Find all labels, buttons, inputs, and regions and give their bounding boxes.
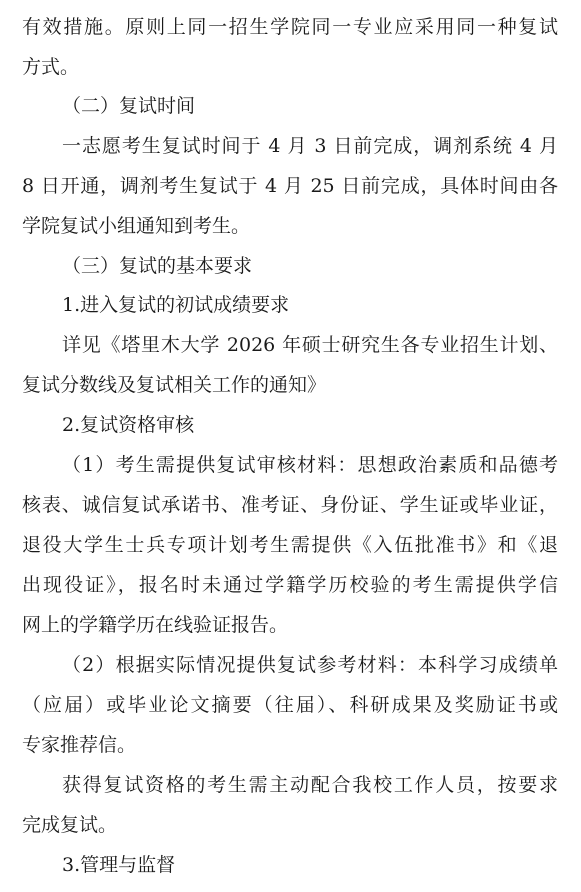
text-line: 核表、诚信复试承诺书、准考证、身份证、学生证或毕业证， [22, 494, 558, 516]
text-line: 有效措施。原则上同一招生学院同一专业应采用同一种复试 [22, 16, 558, 38]
subsection-heading: 1.进入复试的初试成绩要求 [62, 294, 290, 316]
text-line: 详见《塔里木大学 2026 年硕士研究生各专业招生计划、 [62, 334, 558, 356]
text-line: （应届）或毕业论文摘要（往届）、科研成果及奖励证书或 [22, 694, 558, 716]
text-line: 专家推荐信。 [22, 734, 137, 756]
subsection-heading: 2.复试资格审核 [62, 414, 195, 436]
text-line: 完成复试。 [22, 814, 118, 836]
subsection-heading: 3.管理与监督 [62, 854, 176, 876]
text-line: 学院复试小组通知到考生。 [22, 215, 251, 237]
text-line: 出现役证》，报名时未通过学籍学历校验的考生需提供学信 [22, 574, 558, 596]
text-line: 复试分数线及复试相关工作的通知》 [22, 374, 327, 396]
section-heading: （二）复试时间 [62, 95, 196, 117]
text-line: 方式。 [22, 56, 80, 78]
text-line: （1）考生需提供复试审核材料：思想政治素质和品德考 [62, 454, 558, 476]
text-line: 获得复试资格的考生需主动配合我校工作人员，按要求 [62, 774, 558, 796]
text-line: 一志愿考生复试时间于 4 月 3 日前完成，调剂系统 4 月 [62, 135, 558, 157]
text-line: 退役大学生士兵专项计划考生需提供《入伍批准书》和《退 [22, 534, 558, 556]
text-line: （2）根据实际情况提供复试参考材料：本科学习成绩单 [62, 654, 558, 676]
section-heading: （三）复试的基本要求 [62, 255, 253, 277]
text-line: 8 日开通，调剂考生复试于 4 月 25 日前完成，具体时间由各 [22, 175, 558, 197]
text-line: 网上的学籍学历在线验证报告。 [22, 614, 289, 636]
